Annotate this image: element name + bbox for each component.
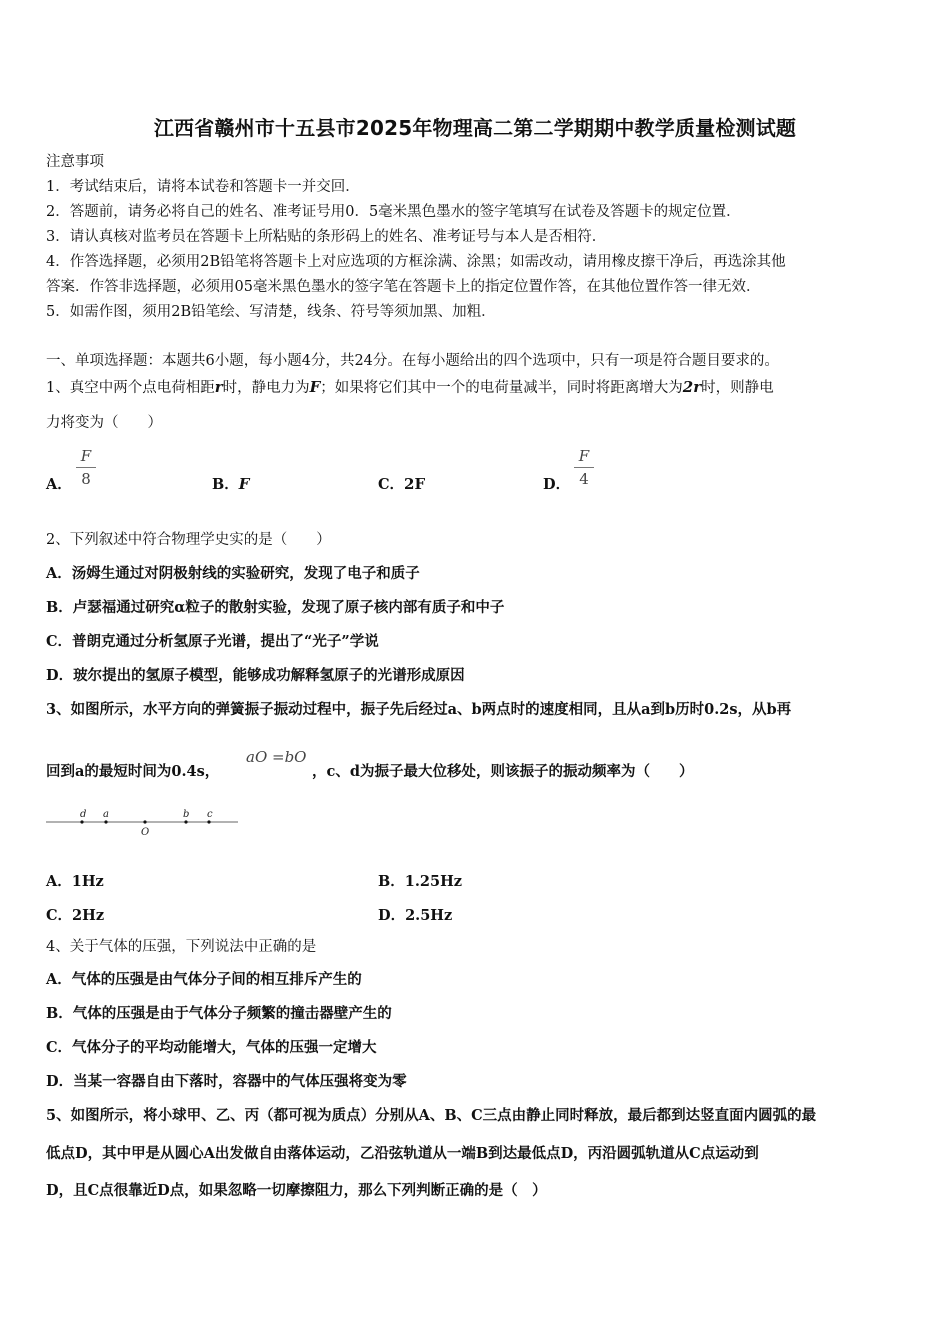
fraction-denominator: 4: [579, 470, 589, 488]
q4-option: D．当某一容器自由下落时，容器中的气体压强将变为零: [46, 1073, 407, 1090]
fraction-bar: [574, 467, 594, 468]
spring-oscillator-diagram: [46, 806, 241, 842]
q5-stem-line: 低点D，其中甲是从圆心A出发做自由落体运动，乙沿弦轨道从一端B到达最低点D，丙沿圆弧轨道从C点运动到: [46, 1145, 759, 1162]
q2-option: D．玻尔提出的氢原子模型，能够成功解释氢原子的光谱形成原因: [46, 667, 465, 684]
point-o: [143, 820, 146, 823]
q1-var-2r: 2r: [682, 378, 702, 396]
q3-stem-line1: 3、如图所示，水平方向的弹簧振子振动过程中，振子先后经过a、b两点时的速度相同，且从a到b历时0.2s，从b再: [46, 701, 792, 718]
page-title: 江西省赣州市十五县市2025年物理高二第二学期期中教学质量检测试题: [153, 116, 797, 140]
label-b: b: [183, 809, 190, 820]
q3-stem-line2-b: ，c、d为振子最大位移处，则该振子的振动频率为（ ）: [312, 763, 694, 780]
q3-option-b: B．1.25Hz: [378, 873, 463, 890]
q1-stem: [46, 378, 774, 397]
q1-stem-part: 时，则静电: [701, 380, 774, 396]
option-value: F: [238, 475, 250, 493]
q2-option: A．汤姆生通过对阴极射线的实验研究，发现了电子和质子: [46, 565, 420, 582]
q1-option-d-fraction: [574, 447, 594, 488]
label-d: d: [80, 809, 87, 820]
q1-option-a-fraction: [76, 447, 96, 488]
point-d: [80, 820, 83, 823]
notice-item: 5．如需作图，须用2B铅笔绘、写清楚，线条、符号等须加黑、加粗．: [46, 304, 496, 320]
notice-heading: 注意事项: [46, 154, 104, 170]
q2-option: B．卢瑟福通过研究α粒子的散射实验，发现了原子核内部有质子和中子: [46, 599, 505, 616]
q1-stem-part: 时，静电力为: [222, 380, 310, 396]
q4-option: A．气体的压强是由气体分子间的相互排斥产生的: [46, 971, 362, 988]
q1-option-b: [212, 473, 249, 494]
point-b: [184, 820, 187, 823]
label-a: a: [103, 809, 109, 820]
label-c: c: [207, 809, 213, 820]
option-label: B．: [212, 476, 239, 493]
q4-option: C．气体分子的平均动能增大，气体的压强一定增大: [46, 1039, 377, 1056]
q4-stem: 4、关于气体的压强，下列说法中正确的是: [46, 939, 317, 955]
q3-option-a: A．1Hz: [46, 873, 104, 890]
point-c: [207, 820, 210, 823]
section-heading: 一、单项选择题：本题共6小题，每小题4分，共24分。在每小题给出的四个选项中，只有一项是符合题目要求的。: [46, 353, 779, 369]
q3-option-c: C．2Hz: [46, 907, 105, 924]
q1-stem-part: ；如果将它们其中一个的电荷量减半，同时将距离增大为: [320, 380, 683, 396]
q1-stem-line2: 力将变为（ ）: [46, 415, 162, 431]
notice-item: 3．请认真核对监考员在答题卡上所粘贴的条形码上的姓名、准考证号与本人是否相符．: [46, 229, 607, 245]
option-value: 2F: [404, 475, 426, 493]
q4-option: B．气体的压强是由于气体分子频繁的撞击器壁产生的: [46, 1005, 392, 1022]
q1-option-c: [378, 473, 425, 494]
q1-option-d-label: D．: [543, 476, 571, 493]
label-o: O: [141, 827, 150, 838]
q5-stem-line: D，且C点很靠近D点，如果忽略一切摩擦阻力，那么下列判断正确的是（ ）: [46, 1182, 547, 1199]
q1-var-F: F: [309, 378, 321, 396]
q3-stem-line2-a: 回到a的最短时间为0.4s，: [46, 763, 220, 780]
q3-formula: aO =bO: [246, 748, 307, 766]
q1-option-a-label: A．: [46, 476, 72, 493]
q2-option: C．普朗克通过分析氢原子光谱，提出了“光子”学说: [46, 633, 379, 650]
option-label: C．: [378, 476, 405, 493]
fraction-numerator: F: [80, 447, 92, 465]
q2-stem: 2、下列叙述中符合物理学史实的是（ ）: [46, 532, 331, 548]
notice-item: 1．考试结束后，请将本试卷和答题卡一并交回．: [46, 179, 360, 195]
notice-item: 答案．作答非选择题，必须用05毫米黑色墨水的签字笔在答题卡上的指定位置作答，在其他位置作答一律无效．: [46, 279, 761, 295]
q1-stem-part: 1、真空中两个点电荷相距: [46, 380, 215, 396]
point-a: [104, 820, 107, 823]
notice-item: 4．作答选择题，必须用2B铅笔将答题卡上对应选项的方框涂满、涂黑；如需改动，请用橡皮擦干净后，再选涂其他: [46, 254, 786, 270]
fraction-denominator: 8: [81, 470, 91, 488]
q1-var-r: r: [214, 378, 223, 396]
fraction-numerator: F: [578, 447, 590, 465]
q5-stem-line: 5、如图所示，将小球甲、乙、丙（都可视为质点）分别从A、B、C三点由静止同时释放，最后都到达竖直面内圆弧的最: [46, 1107, 817, 1124]
notice-item: 2．答题前，请务必将自己的姓名、准考证号用0．5毫米黑色墨水的签字笔填写在试卷及答题卡的规定位置．: [46, 204, 741, 220]
q3-option-d: D．2.5Hz: [378, 907, 453, 924]
fraction-bar: [76, 467, 96, 468]
